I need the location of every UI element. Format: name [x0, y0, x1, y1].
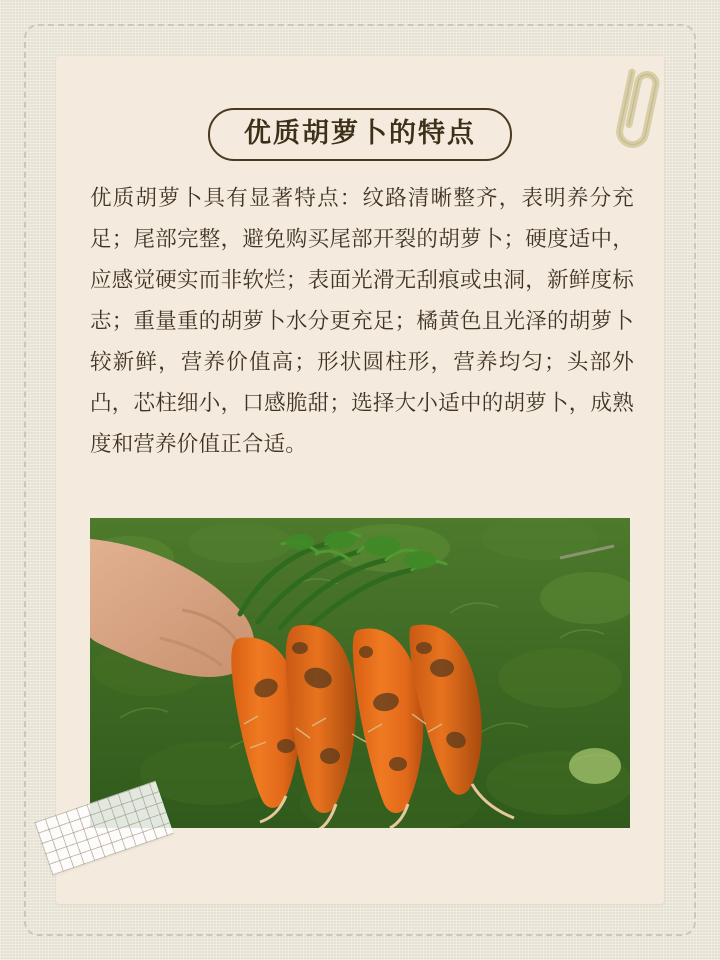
title-pill: [208, 108, 512, 161]
carrot-photo: [90, 518, 630, 828]
body-paragraph: 优质胡萝卜具有显著特点：纹路清晰整齐，表明养分充足；尾部完整，避免购买尾部开裂的胡萝卜；硬度适中，应感觉硬实而非软烂；表面光滑无刮痕或虫洞，新鲜度标志；重量重的胡萝卜水分更充足；橘黄色且光泽的胡萝卜较新鲜，营养价值高；形状圆柱形，营养均匀；头部外凸，芯柱细小，口感脆甜；选择大小适中的胡萝卜，成熟度和营养价值正合适。: [90, 186, 634, 456]
page-title: 优质胡萝卜的特点: [244, 118, 476, 148]
title-container: [56, 108, 664, 161]
carrot-photo-illustration: [90, 518, 630, 828]
content-card: [56, 56, 664, 904]
